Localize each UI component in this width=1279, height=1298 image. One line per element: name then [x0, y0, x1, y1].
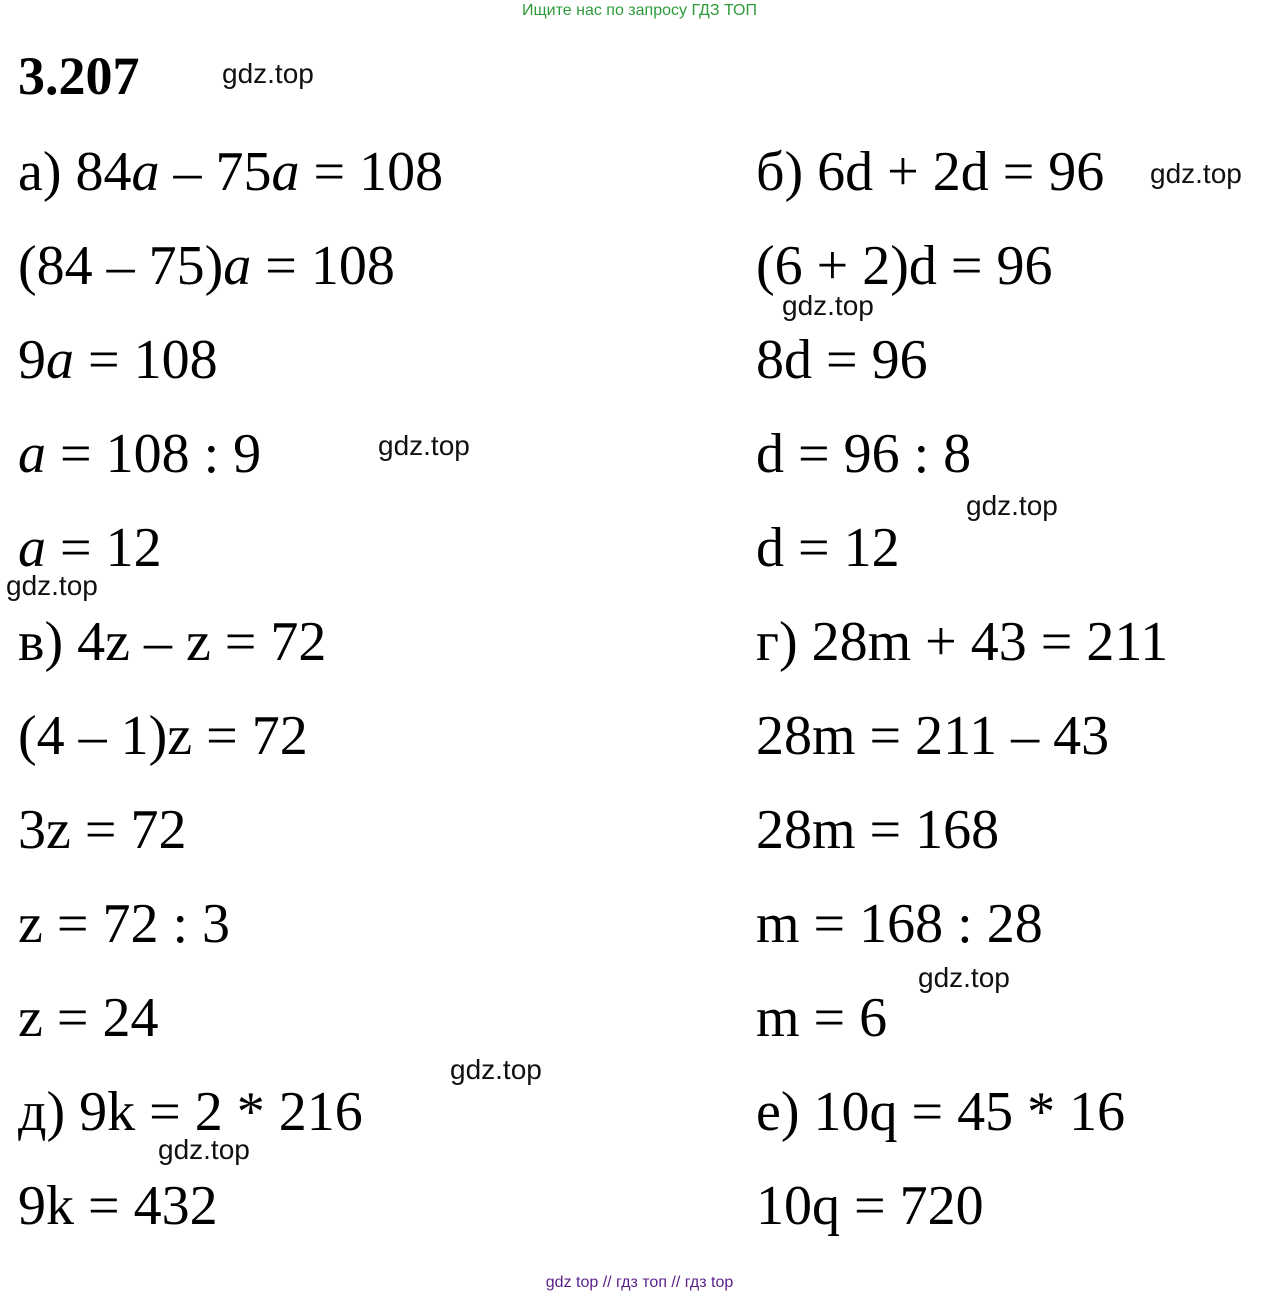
equation-line: (6 + 2)d = 96 — [756, 235, 1053, 297]
equation-line: a = 108 : 9 — [18, 423, 262, 485]
equation-line: а) 84a – 75a = 108 — [18, 141, 444, 203]
watermark: gdz.top — [966, 490, 1058, 521]
search-hint-banner: Ищите нас по запросу ГДЗ ТОП — [522, 2, 757, 19]
equation-line: d = 96 : 8 — [756, 423, 972, 485]
equation-line: (4 – 1)z = 72 — [18, 705, 308, 767]
equation-line: a = 12 — [18, 517, 162, 579]
equation-line: 9k = 432 — [18, 1175, 218, 1237]
watermark: gdz.top — [222, 58, 314, 89]
equation-line: б) 6d + 2d = 96 — [756, 141, 1105, 203]
equation-line: 28m = 168 — [756, 799, 1000, 861]
equation-line: 8d = 96 — [756, 329, 928, 391]
watermark: gdz.top — [450, 1054, 542, 1085]
equation-line: d = 12 — [756, 517, 900, 579]
equation-line: (84 – 75)a = 108 — [18, 235, 395, 297]
equation-line: г) 28m + 43 = 211 — [756, 611, 1169, 673]
equation-line: z = 72 : 3 — [18, 893, 230, 955]
equation-line: 28m = 211 – 43 — [756, 705, 1110, 767]
equation-line: в) 4z – z = 72 — [18, 611, 327, 673]
watermark: gdz.top — [782, 290, 874, 321]
equation-line: m = 6 — [756, 987, 888, 1049]
equation-line: е) 10q = 45 * 16 — [756, 1081, 1126, 1143]
equation-line: 10q = 720 — [756, 1175, 984, 1237]
equation-line: m = 168 : 28 — [756, 893, 1043, 955]
watermark: gdz.top — [1150, 158, 1242, 189]
footer-links: gdz top // гдз топ // гдз top — [545, 1274, 734, 1291]
watermark: gdz.top — [378, 430, 470, 461]
task-number: 3.207 — [18, 46, 140, 106]
equation-line: 3z = 72 — [18, 799, 187, 861]
equation-line: z = 24 — [18, 987, 159, 1049]
equation-line: 9a = 108 — [18, 329, 218, 391]
watermark: gdz.top — [158, 1134, 250, 1165]
watermark: gdz.top — [918, 962, 1010, 993]
watermark: gdz.top — [6, 570, 98, 601]
equation-line: д) 9k = 2 * 216 — [18, 1081, 363, 1143]
